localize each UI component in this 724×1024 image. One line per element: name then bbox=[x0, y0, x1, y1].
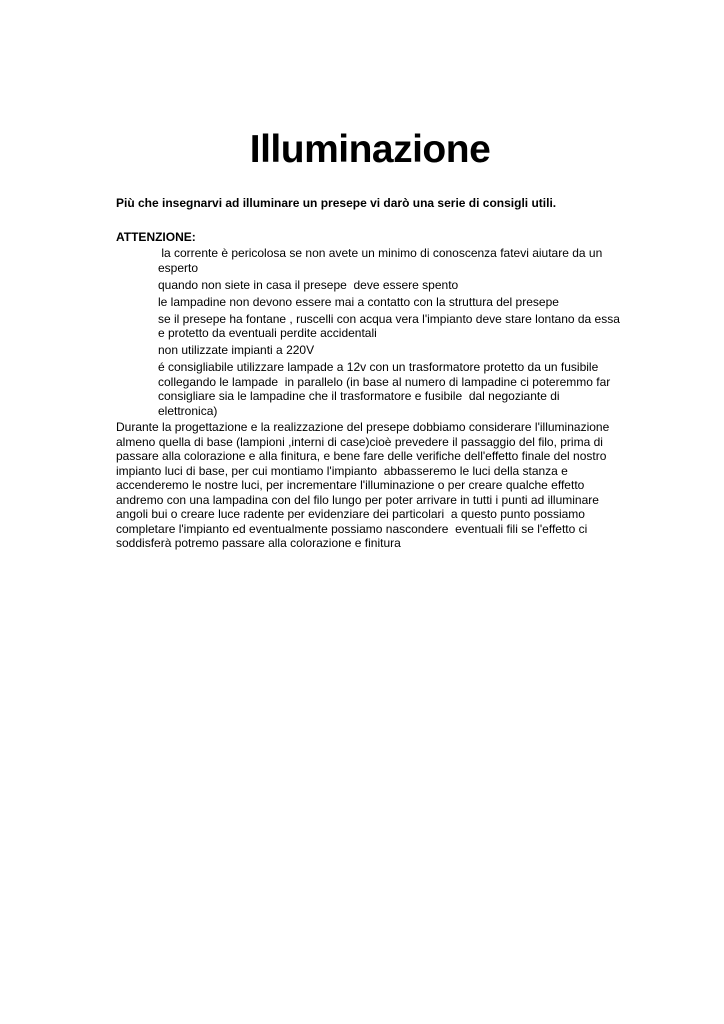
warning-line: esperto bbox=[158, 260, 199, 275]
warning-line: quando non siete in casa il presepe deve essere spento bbox=[158, 277, 459, 292]
warning-list bbox=[158, 246, 620, 421]
warning-item bbox=[158, 295, 620, 310]
warning-heading: ATTENZIONE: bbox=[116, 230, 196, 244]
body-line: Durante la progettazione e la realizzazione del presepe dobbiamo considerare l'illuminazione bbox=[116, 420, 610, 434]
body-line: impianto luci di base, per cui montiamo l'impianto abbasseremo le luci della stanza e bbox=[116, 463, 568, 478]
intro-text: Più che insegnarvi ad illuminare un presepe vi darò una serie di consigli utili. bbox=[116, 196, 557, 210]
body-paragraph bbox=[116, 420, 609, 551]
warning-line: e protetto da eventuali perdite accidentali bbox=[158, 326, 377, 340]
body-line: soddisferà potremo passare alla colorazione e finitura bbox=[116, 536, 401, 550]
warning-line: consigliare sia le lampadine che il trasformatore e fusibile dal negoziante di bbox=[158, 389, 560, 403]
body-line: andremo con una lampadina con del filo lungo per poter arrivare in tutti i punti ad illuminare bbox=[116, 492, 599, 507]
warning-line: elettronica) bbox=[158, 403, 218, 418]
body-line: angoli bui o creare luce radente per evidenziare dei particolari a questo punto possiamo bbox=[116, 507, 585, 521]
body-line: almeno quella di base (lampioni ,interni di case)cioè prevedere il passaggio del filo, prima di bbox=[116, 434, 603, 449]
warning-line: collegando le lampade in parallelo (in base al numero di lampadine ci poteremmo far bbox=[158, 374, 611, 389]
warning-line: se il presepe ha fontane , ruscelli con acqua vera l'impianto deve stare lontano da essa bbox=[158, 311, 620, 326]
body-line: passare alla colorazione e alla finitura, e bene fare delle verifiche dell'effetto finale del nostro bbox=[116, 449, 607, 463]
warning-line: non utilizzate impianti a 220V bbox=[158, 343, 315, 357]
warning-line: é consigliabile utilizzare lampade a 12v con un trasformatore protetto da un fusibile bbox=[158, 360, 599, 374]
body-line: accenderemo le nostre luci, per incrementare l'illuminazione o per creare qualche effetto bbox=[116, 478, 585, 492]
warning-line: la corrente è pericolosa se non avete un minimo di conoscenza fatevi aiutare da un bbox=[158, 246, 603, 260]
body-line: completare l'impianto ed eventualmente possiamo nascondere eventuali fili se l'effetto ci bbox=[116, 521, 588, 536]
warning-item bbox=[158, 246, 620, 275]
warning-line: le lampadine non devono essere mai a contatto con la struttura del presepe bbox=[158, 294, 559, 309]
warning-item bbox=[158, 278, 620, 293]
warning-item bbox=[158, 343, 620, 358]
page-title: Illuminazione bbox=[249, 128, 491, 171]
warning-item bbox=[158, 312, 620, 341]
warning-item bbox=[158, 360, 620, 418]
